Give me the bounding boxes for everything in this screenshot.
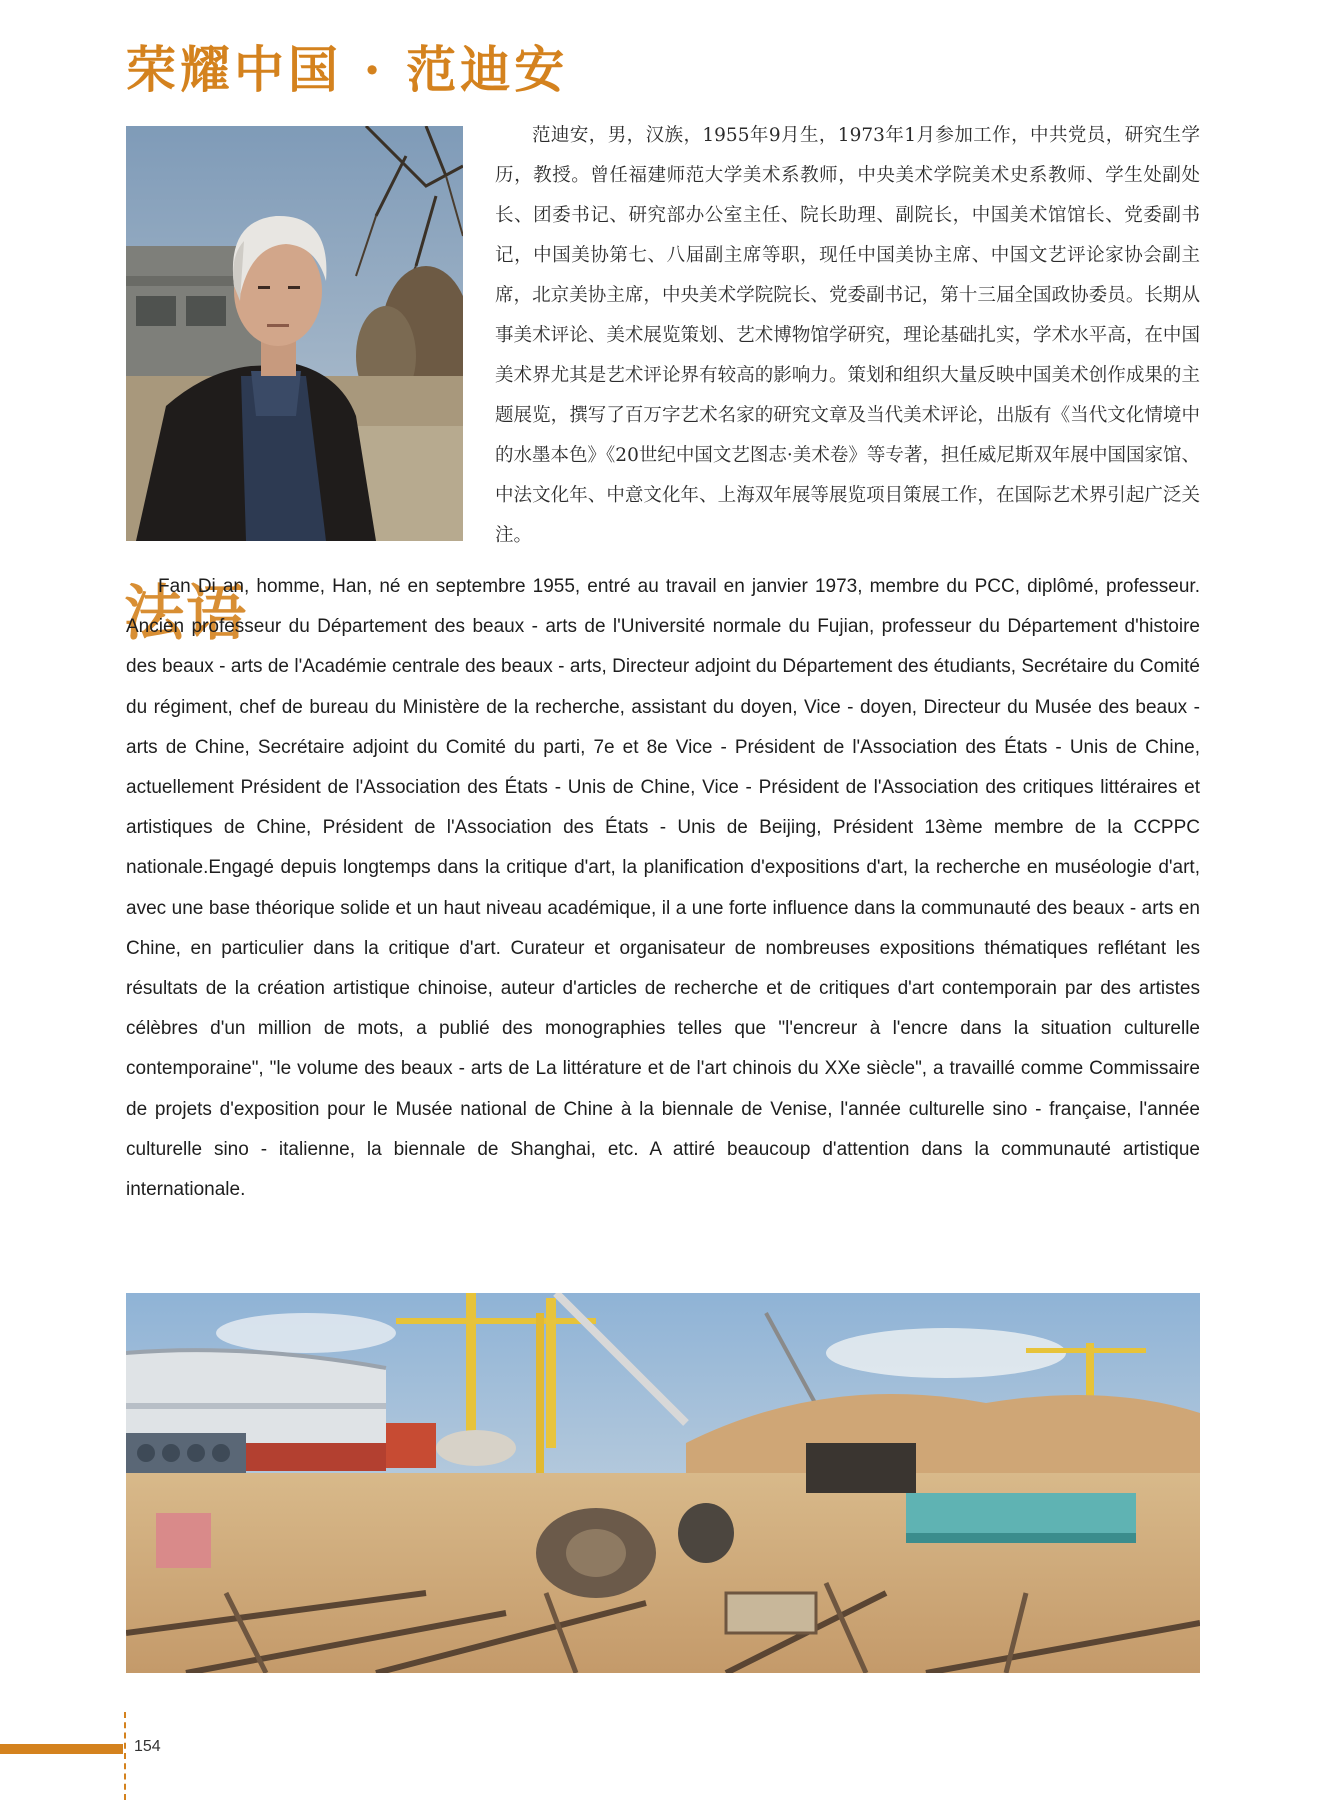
- page-number: 154: [134, 1738, 161, 1755]
- footer-accent-bar: [0, 1744, 123, 1754]
- portrait-photo: [126, 126, 463, 541]
- page-title: 荣耀中国 · 范迪安: [126, 40, 569, 99]
- bio-chinese: 范迪安，男，汉族，1955年9月生，1973年1月参加工作，中共党员，研究生学历，教授。曾任福建师范大学美术系教师，中央美术学院美术史系教师、学生处副处长、团委书记、研究部办公室主任、院长助理、副院长，中国美术馆馆长、党委副书记，中国美协第七、八届副主席等职，现任中国美协主席、中国文艺评论家协会副主席，北京美协主席，中央美术学院院长、党委副书记，第十三届全国政协委员。长期从事美术评论、美术展览策划、艺术博物馆学研究，理论基础扎实，学术水平高，在中国美术界尤其是艺术评论界有较高的影响力。策划和组织大量反映中国美术创作成果的主题展览，撰写了百万字艺术名家的研究文章及当代美术评论，出版有《当代文化情境中的水墨本色》《20世纪中国文艺图志·美术卷》等专著，担任威尼斯双年展中国国家馆、中法文化年、中意文化年、上海双年展等展览项目策展工作，在国际艺术界引起广泛关注。: [495, 125, 1200, 546]
- bio-french: Fan Di an, homme, Han, né en septembre 1955, entré au travail en janvier 1973, membre du PCC, diplômé, professeur. Ancien professeur du Département des beaux - arts de l'Université normale du Fujian, professeur du Département d'histoire des beaux - arts de l'Académie centrale des beaux - arts, Directeur adjoint du Département des étudiants, Secrétaire du Comité du régiment, chef de bureau du Ministère de la recherche, assistant du doyen, Vice - doyen, Directeur du Musée des beaux - arts de Chine, Secrétaire adjoint du Comité du parti, 7e et 8e Vice - Président de l'Association des États - Unis de Chine, actuellement Président de l'Association des États - Unis de Chine, Vice - Président de l'Association des critiques littéraires et artistiques de Chine, Président de l'Association des États - Unis de Beijing, Président 13ème membre de la CCPPC nationale.Engagé depuis longtemps dans la critique d'art, la planification d'expositions d'art, la recherche en muséologie d'art, avec une base théorique solide et un haut niveau académique, il a une forte influence dans la communauté des beaux - arts en Chine, en particulier dans la critique d'art. Curateur et organisateur de nombreuses expositions thématiques reflétant les résultats de la création artistique chinoise, auteur d'articles de recherche et de critiques d'art contemporain par des artistes célèbres d'un million de mots, a publié des monographies telles que "l'encreur à l'encre dans la situation culturelle contemporaine", "le volume des beaux - arts de La littérature et de l'art chinois du XXe siècle", a travaillé comme Commissaire de projets d'exposition pour le Musée national de Chine à la biennale de Venise, l'année culturelle sino - française, l'année culturelle sino - italienne, la biennale de Shanghai, etc. A attiré beaucoup d'attention dans la communauté artistique internationale.: [126, 576, 1200, 1201]
- footer-divider: [124, 1712, 126, 1800]
- construction-site-painting: [126, 1293, 1200, 1673]
- language-mark: 法语: [124, 579, 248, 649]
